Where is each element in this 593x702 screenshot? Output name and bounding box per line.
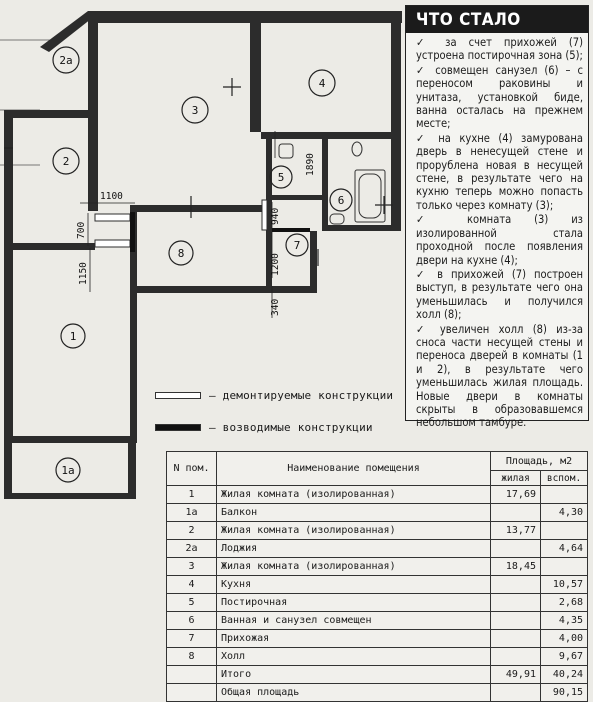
dim-340: 340 [270,298,281,316]
check-icon: ✓ [416,322,431,336]
walls [4,11,402,443]
dim-700: 700 [76,221,87,239]
cell-num: 3 [167,558,217,576]
panel-title: ЧТО СТАЛО [406,6,588,33]
cell-living [491,540,541,558]
cell-num: 4 [167,576,217,594]
cell-aux [541,486,588,504]
cell-total-label: Итого [217,666,491,684]
col-header-area: Площадь, м2 [491,452,588,471]
table-row [167,576,588,594]
cell-living: 13,77 [491,522,541,540]
cell-name: Кухня [217,576,491,594]
cell-aux: 4,64 [541,540,588,558]
check-icon: ✓ [416,267,430,281]
legend-built-label: – возводимые конструкции [209,421,373,434]
cell-aux [541,522,588,540]
cell-living [491,630,541,648]
table-row [167,558,588,576]
cell-aux: 9,67 [541,648,588,666]
legend-built [155,421,373,434]
cell-num: 2 [167,522,217,540]
cell-overall-living [491,684,541,702]
note-item: ✓ совмещен санузел (6) – с переносом раковины и унитаза, установкой биде, ванна осталась на прежнем месте; [416,63,583,131]
door-marks [4,78,393,266]
cell-num: 2а [167,540,217,558]
room-labels [59,54,344,477]
room-5-label: 5 [277,171,285,184]
note-item: ✓ увеличен холл (8) из-за сноса части несущей стены и переноса дверей в комнаты (1 и 2), в результате чего уменьшилась жилая площадь. Новые двери в комнаты скрыты в образовавшемся небольшом тамбуре. [416,322,583,430]
col-header-aux: вспом. [541,471,588,486]
cell-name: Лоджия [217,540,491,558]
cell-name: Жилая комната (изолированная) [217,486,491,504]
cell-name: Ванная и санузел совмещен [217,612,491,630]
room-2-label: 2 [62,155,70,168]
dim-1890: 1890 [305,153,316,176]
cell-aux [541,558,588,576]
cell-aux: 4,35 [541,612,588,630]
table-row [167,648,588,666]
room-1-label: 1 [69,330,77,343]
table-row [167,540,588,558]
cell-name: Балкон [217,504,491,522]
col-header-num: N пом. [167,452,217,486]
check-icon: ✓ [416,213,445,227]
cell-aux: 10,57 [541,576,588,594]
legend-demolished-label: – демонтируемые конструкции [209,389,394,402]
cell-overall-aux: 90,15 [541,684,588,702]
cell-living [491,612,541,630]
room-7-label: 7 [293,239,301,252]
room-1a-label: 1а [61,464,75,477]
table-row [167,630,588,648]
cell-num [167,684,217,702]
table-row [167,594,588,612]
legend-demolished [155,389,393,402]
room-3-label: 3 [191,104,199,117]
room-8-label: 8 [177,247,185,260]
cell-name: Холл [217,648,491,666]
cell-total-living: 49,91 [491,666,541,684]
dim-940: 940 [270,207,281,225]
changes-panel [405,5,589,430]
room-6-label: 6 [337,194,345,207]
cell-name: Прихожая [217,630,491,648]
built-walls [130,212,310,252]
cell-name: Постирочная [217,594,491,612]
cell-aux: 4,00 [541,630,588,648]
col-header-name: Наименование помещения [217,452,491,486]
table-body [167,486,588,702]
table-row [167,522,588,540]
cell-living: 17,69 [491,486,541,504]
cell-num [167,666,217,684]
note-item: ✓ на кухне (4) замурована дверь в ненесущей стене и прорублена новая в несущей стене, в результате чего на кухню теперь можно попасть только через комнату (3); [416,131,583,212]
cell-num: 5 [167,594,217,612]
overall-row [167,684,588,702]
table-row [167,486,588,504]
table-row [167,504,588,522]
dim-1150: 1150 [78,262,89,285]
cell-name: Жилая комната (изолированная) [217,558,491,576]
cell-overall-label: Общая площадь [217,684,491,702]
total-row [167,666,588,684]
cell-name: Жилая комната (изолированная) [217,522,491,540]
bath-fixtures [279,142,385,224]
cell-living [491,594,541,612]
cell-num: 6 [167,612,217,630]
cell-living [491,576,541,594]
cell-living [491,648,541,666]
col-header-living: жилая [491,471,541,486]
cell-num: 1а [167,504,217,522]
note-item: ✓ комната (3) из изолированной стала проходной после появления двери на кухне (4); [416,213,583,267]
cell-num: 1 [167,486,217,504]
check-icon: ✓ [416,63,429,77]
cell-aux: 4,30 [541,504,588,522]
panel-notes [406,33,588,430]
check-icon: ✓ [416,131,430,145]
cell-num: 7 [167,630,217,648]
cell-aux: 2,68 [541,594,588,612]
check-icon: ✓ [416,36,434,49]
cell-num: 8 [167,648,217,666]
table-row [167,612,588,630]
note-item: ✓ в прихожей (7) построен выступ, в результате чего она уменьшилась и получился холл (8); [416,267,583,322]
dim-1200: 1200 [270,253,281,276]
legend-solid-swatch [155,424,201,431]
note-item: ✓ за счет прихожей (7) устроена постирочная зона (5); [416,36,583,63]
legend-outline-swatch [155,392,201,399]
dim-1100: 1100 [100,191,123,202]
area-table [166,451,588,702]
room-2a-label: 2а [59,54,73,67]
room-4-label: 4 [318,77,326,90]
cell-total-aux: 40,24 [541,666,588,684]
cell-living [491,504,541,522]
balcony-1a-outline [0,443,166,543]
cell-living: 18,45 [491,558,541,576]
